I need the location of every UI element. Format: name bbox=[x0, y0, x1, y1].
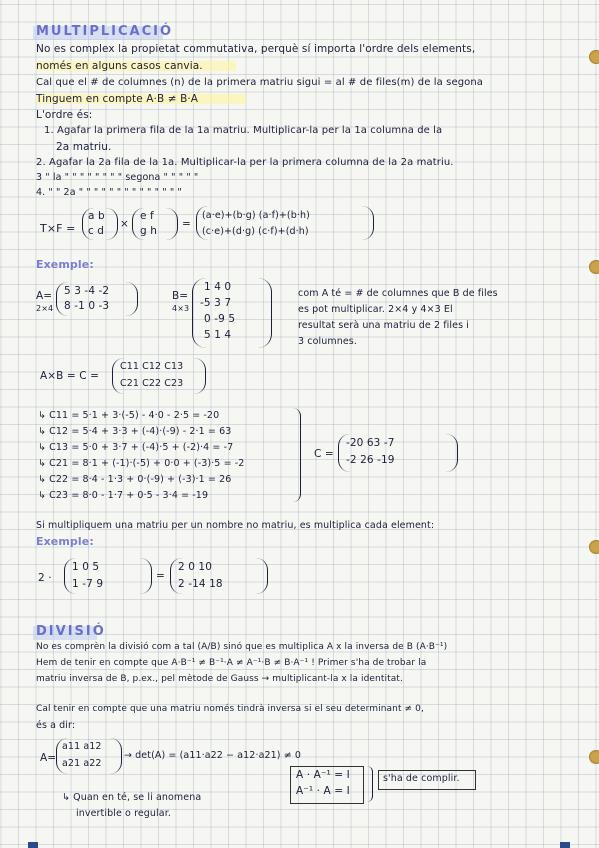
scalar-lhs: 2 · bbox=[38, 572, 52, 584]
matrix-A-row-1: 5 3 -4 -2 bbox=[64, 285, 110, 297]
binder-hole-mid-2 bbox=[589, 540, 599, 554]
example-note-3: resultat serà una matriu de 2 files i bbox=[298, 320, 469, 331]
result-C-eq: C = bbox=[314, 448, 334, 460]
div-line-1: No es comprèn la divisió com a tal (A/B) sinó que es multiplica A x la inversa de B (A·B⁻¹) bbox=[36, 642, 448, 652]
formula-row-e: e f bbox=[140, 210, 154, 222]
page-tab-left bbox=[28, 842, 38, 848]
binder-hole-top bbox=[589, 50, 599, 64]
mult-step-1b: 2a matriu. bbox=[56, 141, 112, 153]
matrix-A-name: A= bbox=[36, 290, 53, 302]
exemple-label-2: Exemple: bbox=[36, 535, 94, 548]
identity-brace bbox=[366, 766, 373, 802]
matrix-B-row-3: 0 -9 5 bbox=[204, 313, 236, 325]
calc-c23: ↳ C23 = 8·0 - 1·7 + 0·5 - 3·4 = -19 bbox=[38, 490, 209, 501]
formula-result-row-2: (c·e)+(d·g) (c·f)+(d·h) bbox=[202, 226, 309, 237]
product-lhs: A×B = C = bbox=[40, 370, 100, 382]
brace-results bbox=[292, 408, 301, 502]
formula-row-g: g h bbox=[140, 225, 157, 237]
binder-hole-bottom bbox=[589, 750, 599, 764]
calc-c13: ↳ C13 = 5·0 + 3·7 + (-4)·5 + (-2)·4 = -7 bbox=[38, 442, 234, 453]
matrix-B-row-1: 1 4 0 bbox=[204, 281, 232, 293]
calc-c22: ↳ C22 = 8·4 - 1·3 + 0·(-9) + (-3)·1 = 26 bbox=[38, 474, 232, 485]
calc-c11: ↳ C11 = 5·1 + 3·(-5) - 4·0 - 2·5 = -20 bbox=[38, 410, 220, 421]
mult-line-3: Cal que el # de columnes (n) de la primera matriu sigui = al # de files(m) de la segona bbox=[36, 77, 484, 88]
formula-lhs: T×F = bbox=[40, 222, 76, 235]
inverse-note-1: ↳ Quan en té, se li anomena bbox=[62, 792, 202, 803]
div-line-2: Hem de tenir en compte que A·B⁻¹ ≠ B⁻¹·A ≠ A⁻¹·B ≠ B·A⁻¹ ! Primer s'ha de trobar la bbox=[36, 658, 427, 668]
mult-line-4: Tinguem en compte A·B ≠ B·A bbox=[36, 93, 199, 105]
scalar-eq: = bbox=[156, 570, 165, 582]
identity-note: s'ha de complir. bbox=[383, 773, 460, 784]
formula-equals: = bbox=[182, 218, 191, 230]
identity-line-1: A · A⁻¹ = I bbox=[296, 769, 350, 781]
page-tab-right bbox=[560, 842, 570, 848]
mult-line-2: només en alguns casos canvia. bbox=[36, 60, 203, 72]
example-note-2: es pot multiplicar. 2×4 y 4×3 El bbox=[298, 304, 453, 315]
mult-step-2: 2. Agafar la 2a fila de la 1a. Multiplicar-la per la primera columna de la 2a matriu. bbox=[36, 157, 454, 168]
scalar-line: Si multipliquem una matriu per un nombre no matriu, es multiplica cada element: bbox=[36, 520, 435, 531]
scalar-result-row-2: 2 -14 18 bbox=[178, 578, 223, 590]
mult-step-4: 4. " " 2a " " " " " " " " " " " " " " bbox=[36, 187, 182, 198]
result-C-row-1: -20 63 -7 bbox=[346, 437, 395, 449]
div-matrix-row-2: a21 a22 bbox=[62, 758, 102, 769]
scalar-matrix-row-1: 1 0 5 bbox=[72, 561, 100, 573]
heading-divisio: DIVISIÓ bbox=[36, 624, 106, 639]
div-A-lhs: A= bbox=[40, 752, 57, 764]
example-note-4: 3 columnes. bbox=[298, 336, 357, 347]
div-matrix-row-1: a11 a12 bbox=[62, 741, 102, 752]
calc-c21: ↳ C21 = 8·1 + (-1)·(-5) + 0·0 + (-3)·5 = -2 bbox=[38, 458, 245, 469]
binder-hole-mid-1 bbox=[589, 260, 599, 274]
scalar-result-row-1: 2 0 10 bbox=[178, 561, 212, 573]
formula-result-row-1: (a·e)+(b·g) (a·f)+(b·h) bbox=[202, 210, 310, 221]
identity-line-2: A⁻¹ · A = I bbox=[296, 785, 350, 797]
inverse-note-2: invertible o regular. bbox=[76, 808, 171, 819]
div-line-3: matriu inversa de B, p.ex., pel mètode de Gauss → multiplicant-la x la identitat. bbox=[36, 674, 403, 684]
matrix-A-row-2: 8 -1 0 -3 bbox=[64, 300, 110, 312]
formula-times: × bbox=[120, 218, 129, 230]
calc-c12: ↳ C12 = 5·4 + 3·3 + (-4)·(-9) - 2·1 = 63 bbox=[38, 426, 232, 437]
formula-row-a: a b bbox=[88, 210, 105, 222]
matrix-B-row-2: -5 3 7 bbox=[200, 297, 232, 309]
exemple-label-1: Exemple: bbox=[36, 258, 94, 271]
mult-line-5: L'ordre és: bbox=[36, 109, 93, 121]
scalar-matrix-row-2: 1 -7 9 bbox=[72, 578, 104, 590]
matrix-B-row-4: 5 1 4 bbox=[204, 329, 232, 341]
matrix-B-dim: 4×3 bbox=[172, 304, 190, 313]
example-note-1: com A té = # de columnes que B de files bbox=[298, 288, 498, 299]
matrix-C-row-2: C21 C22 C23 bbox=[120, 378, 184, 389]
mult-step-1a: 1. Agafar la primera fila de la 1a matriu. Multiplicar-la per la 1a columna de la bbox=[44, 125, 443, 136]
heading-multiplicacio: MULTIPLICACIÓ bbox=[36, 24, 174, 39]
matrix-C-row-1: C11 C12 C13 bbox=[120, 361, 184, 372]
div-line-4: Cal tenir en compte que una matriu només tindrà inversa si el seu determinant ≠ 0, bbox=[36, 704, 424, 714]
matrix-B-name: B= bbox=[172, 290, 189, 302]
result-C-row-2: -2 26 -19 bbox=[346, 454, 395, 466]
matrix-A-dim: 2×4 bbox=[36, 304, 54, 313]
div-line-5: és a dir: bbox=[36, 720, 76, 731]
formula-row-c: c d bbox=[88, 225, 105, 237]
mult-line-1: No es complex la propietat commutativa, perquè sí importa l'ordre dels elements, bbox=[36, 43, 476, 55]
det-formula: → det(A) = (a11·a22 − a12·a21) ≠ 0 bbox=[124, 750, 302, 761]
mult-step-3: 3 " la " " " " " " " " segona " " " " " bbox=[36, 172, 199, 183]
